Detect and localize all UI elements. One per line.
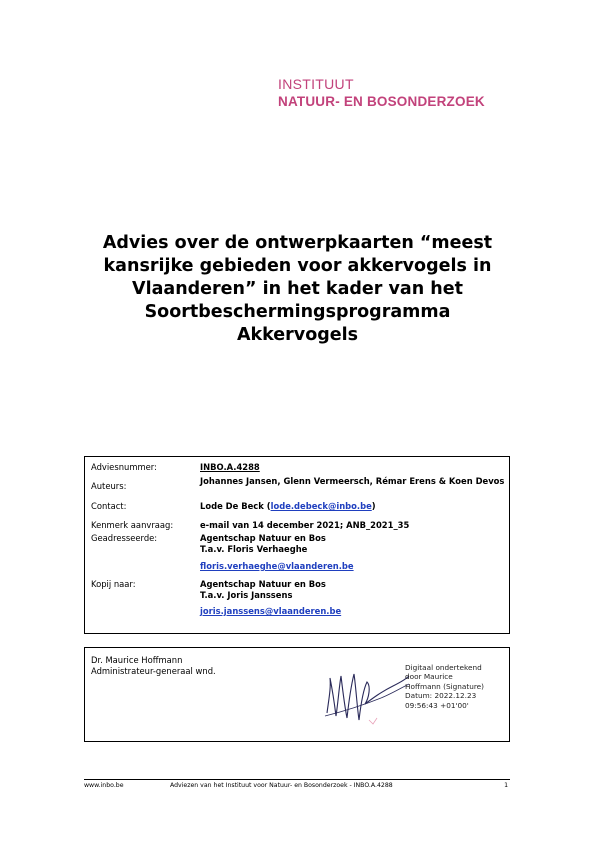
digital-signature-text	[405, 663, 484, 710]
contact-value	[200, 501, 505, 512]
digital-line: Datum: 2022.12.23	[405, 691, 477, 701]
footer-website: www.inbo.be	[84, 782, 124, 789]
page-number: 1	[504, 782, 508, 789]
geadresseerde-email-link[interactable]: floris.verhaeghe@vlaanderen.be	[200, 561, 354, 571]
inbo-logo	[278, 76, 485, 110]
page-footer	[84, 779, 510, 789]
signer-block	[91, 655, 216, 676]
geadresseerde-label: Geadresseerde:	[91, 533, 158, 543]
kenmerk-value: e-mail van 14 december 2021; ANB_2021_35	[200, 520, 410, 530]
contact-label: Contact:	[91, 501, 127, 511]
document-title	[70, 232, 525, 347]
auteurs-label: Auteurs:	[91, 481, 127, 491]
handwritten-signature	[321, 658, 411, 728]
title-line: Vlaanderen” in het kader van het	[132, 279, 463, 299]
kopij-label: Kopij naar:	[91, 579, 136, 589]
digital-line: 09:56:43 +01'00'	[405, 700, 469, 710]
logo-line-2: NATUUR- EN BOSONDERZOEK	[278, 94, 485, 109]
title-line: Akkervogels	[236, 325, 359, 345]
digital-line: Hoffmann (Signature)	[405, 681, 485, 691]
digital-line: Digitaal ondertekend	[405, 663, 482, 672]
footer-description: Adviezen van het Instituut voor Natuur- en Bosonderzoek - INBO.A.4288	[170, 782, 393, 789]
geadresseerde-tav: T.a.v. Floris Verhaeghe	[200, 544, 308, 554]
digital-line: door Maurice	[405, 672, 453, 682]
signer-name: Dr. Maurice Hoffmann	[91, 655, 183, 665]
kenmerk-label: Kenmerk aanvraag:	[91, 520, 174, 530]
adviesnummer-value: INBO.A.4288	[200, 462, 260, 472]
contact-name: Lode De Beck (	[200, 501, 271, 511]
title-line: Advies over de ontwerpkaarten “meest	[102, 233, 493, 253]
geadresseerde-org: Agentschap Natuur en Bos	[200, 533, 326, 543]
contact-email-link[interactable]: lode.debeck@inbo.be	[270, 501, 372, 511]
logo-line-1: INSTITUUT	[278, 76, 354, 92]
contact-close: )	[371, 501, 376, 511]
title-line: Soortbeschermingsprogramma	[144, 302, 451, 322]
auteurs-value: Johannes Jansen, Glenn Vermeersch, Rémar Erens & Koen Devos	[200, 476, 505, 486]
signature-box	[84, 647, 510, 742]
title-line: kansrijke gebieden voor akkervogels in	[103, 256, 492, 276]
signer-role: Administrateur-generaal wnd.	[91, 665, 216, 676]
kopij-email-link[interactable]: joris.janssens@vlaanderen.be	[200, 606, 342, 616]
adviesnummer-label: Adviesnummer:	[91, 462, 157, 472]
kopij-tav: T.a.v. Joris Janssens	[200, 590, 293, 600]
kopij-org: Agentschap Natuur en Bos	[200, 579, 326, 589]
advice-info-box	[84, 456, 510, 634]
